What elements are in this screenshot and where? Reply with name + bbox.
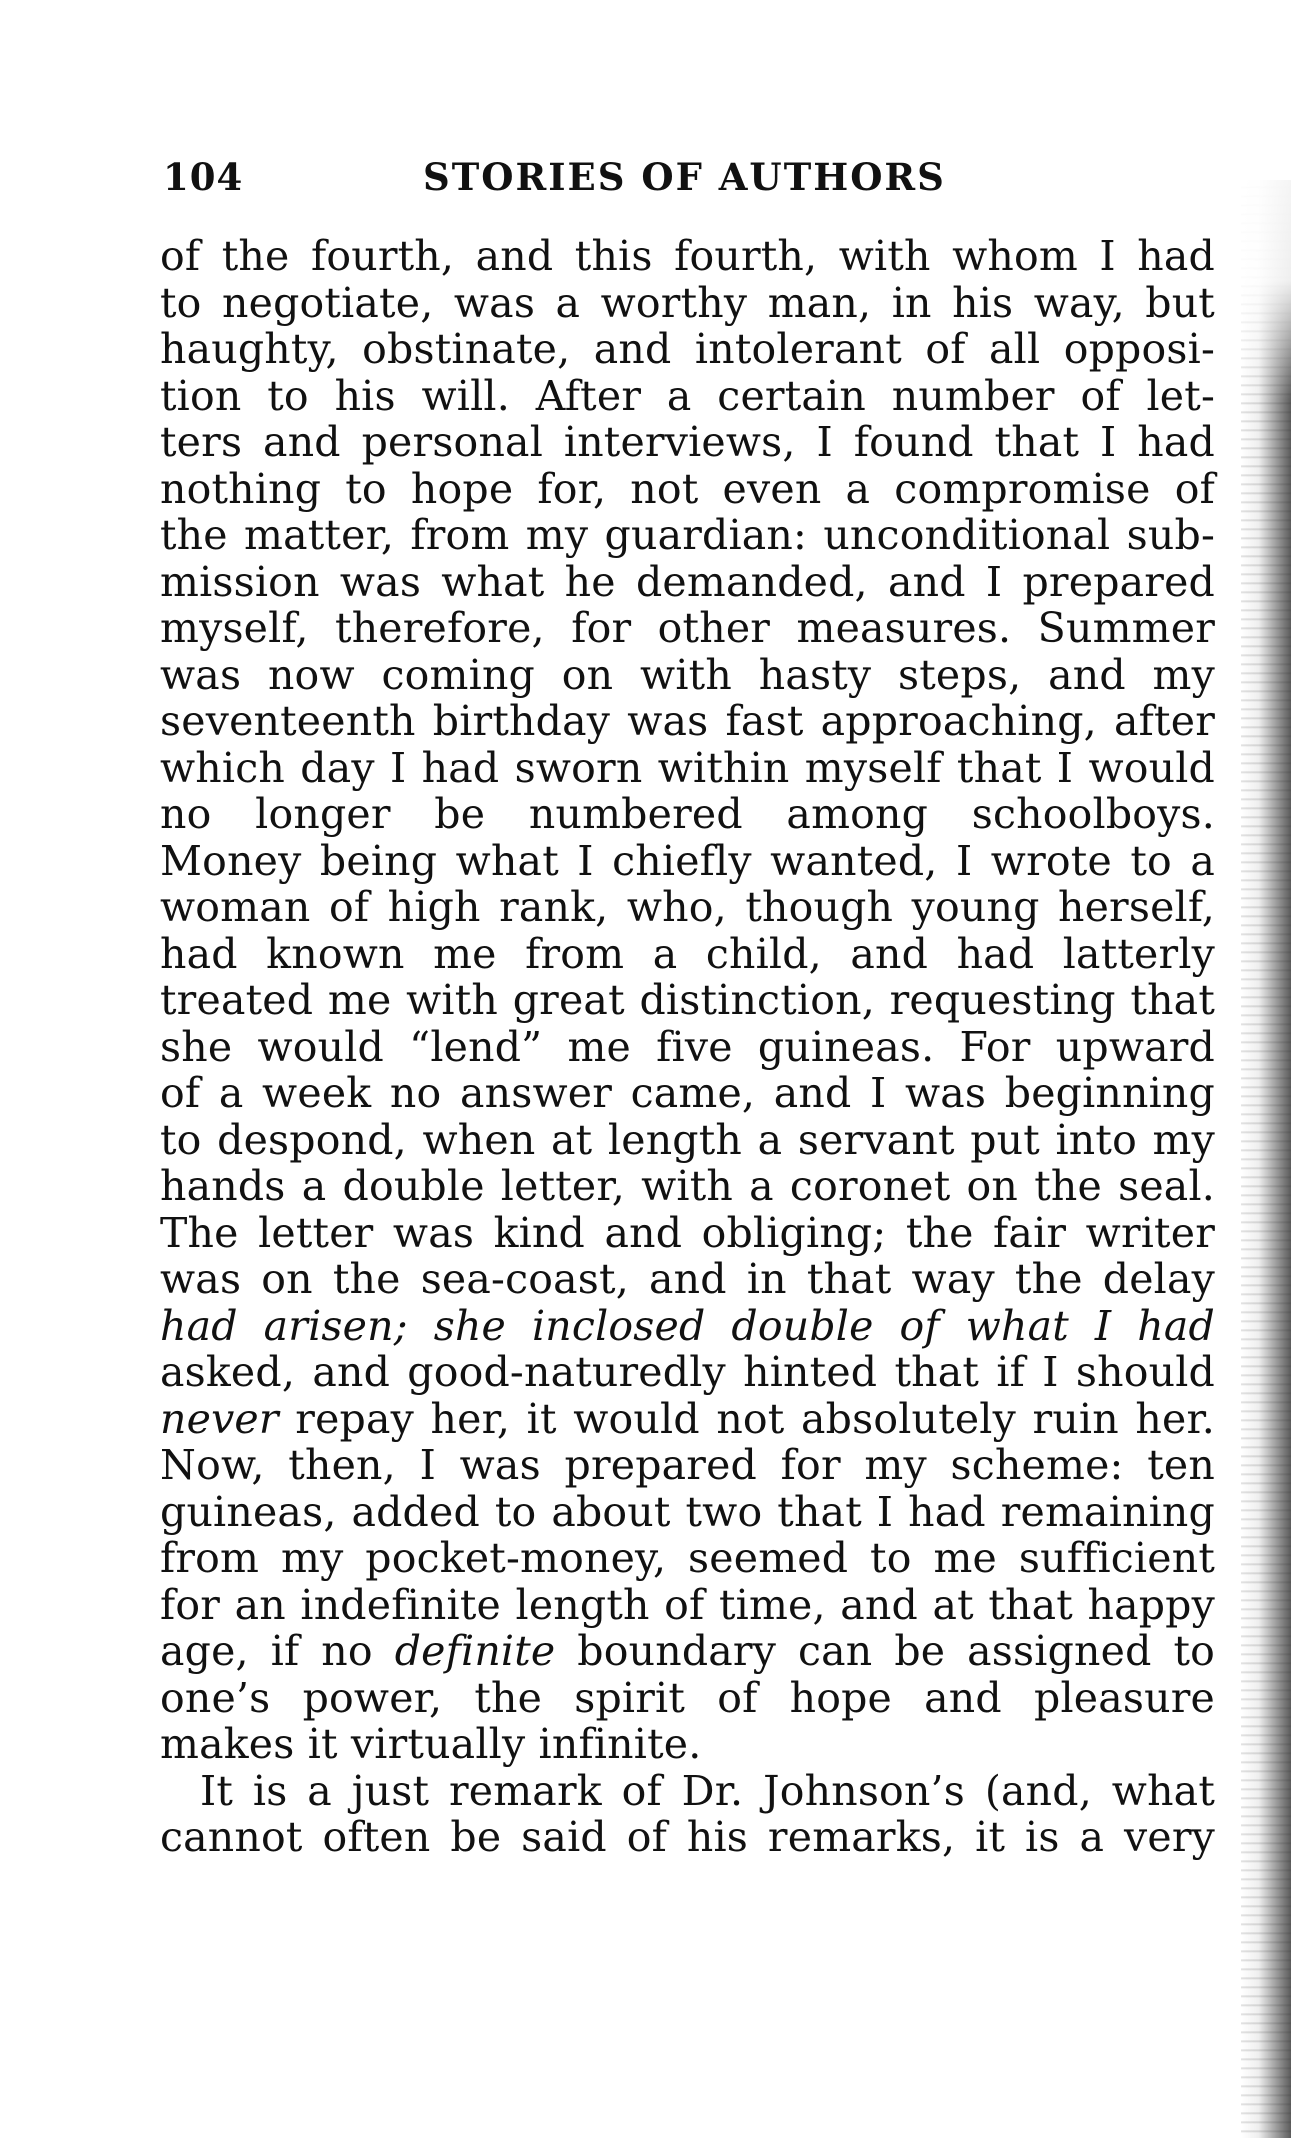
page-number: 104 xyxy=(163,155,244,199)
text-line: myself, therefore, for other measures. Summer xyxy=(160,604,1215,652)
text-line: had known me from a child, and had latterly xyxy=(160,929,1215,978)
text-line: the matter, from my guardian: unconditional sub- xyxy=(160,511,1215,559)
text-line: hands a double letter, with a coronet on the seal. xyxy=(160,1162,1215,1210)
text-line: nothing to hope for, not even a compromise of xyxy=(160,464,1215,513)
text-line: for an indefinite length of time, and at that happy xyxy=(160,1580,1215,1629)
text-line: which day I had sworn within myself that I would xyxy=(160,743,1215,792)
text-line: to despond, when at length a servant put into my xyxy=(160,1115,1215,1164)
text-line: The letter was kind and obliging; the fair writer xyxy=(160,1208,1215,1257)
text-line: seventeenth birthday was fast approaching, after xyxy=(160,697,1215,745)
body-text xyxy=(160,233,1215,1861)
text-segment: age, if no xyxy=(160,1627,373,1675)
text-line: treated me with great distinction, requesting that xyxy=(160,976,1215,1024)
page-header xyxy=(163,155,1218,205)
text-line-paragraph-start: It is a just remark of Dr. Johnson’s (and, what xyxy=(200,1766,1215,1815)
text-line: of a week no answer came, and I was beginning xyxy=(160,1069,1215,1117)
text-segment: repay her, it would not absolutely ruin her. xyxy=(295,1394,1216,1443)
text-line: cannot often be said of his remarks, it is a very xyxy=(160,1813,1215,1861)
text-line: to negotiate, was a worthy man, in his way, but xyxy=(160,278,1215,327)
text-line: Money being what I chiefly wanted, I wrote to a xyxy=(160,836,1215,885)
text-line: tion to his will. After a certain number of let- xyxy=(160,371,1215,420)
text-line: ters and personal interviews, I found that I had xyxy=(160,418,1215,466)
text-line: was on the sea-coast, and in that way the delay xyxy=(160,1255,1215,1303)
text-line: guineas, added to about two that I had remaining xyxy=(160,1487,1215,1536)
text-line: one’s power, the spirit of hope and pleasure xyxy=(160,1673,1215,1722)
text-line: haughty, obstinate, and intolerant of all opposi- xyxy=(160,325,1215,373)
text-line: Now, then, I was prepared for my scheme: ten xyxy=(160,1441,1215,1489)
text-line: of the fourth, and this fourth, with whom I had xyxy=(160,232,1215,280)
page-edge-fade xyxy=(1241,0,1291,400)
text-line: makes it virtually infinite. xyxy=(160,1720,702,1768)
page-edge-shadow xyxy=(1241,180,1291,2138)
text-line-mixed xyxy=(160,1628,1215,1675)
italic-word: never xyxy=(160,1394,279,1443)
text-line: no longer be numbered among schoolboys. xyxy=(160,790,1215,838)
text-line-italic: had arisen; she inclosed double of what I had xyxy=(160,1301,1215,1350)
text-line: from my pocket-money, seemed to me sufficient xyxy=(160,1534,1215,1582)
text-line: mission was what he demanded, and I prepared xyxy=(160,557,1215,606)
text-line: woman of high rank, who, though young herself, xyxy=(160,883,1215,931)
italic-word: definite xyxy=(394,1627,556,1675)
text-line-mixed xyxy=(160,1396,1215,1443)
running-head: STORIES OF AUTHORS xyxy=(423,155,946,199)
text-segment: boundary can be assigned to xyxy=(577,1627,1216,1675)
text-line: she would “lend” me five guineas. For upward xyxy=(160,1022,1215,1071)
text-line: asked, and good-naturedly hinted that if I should xyxy=(160,1348,1215,1396)
text-line: was now coming on with hasty steps, and my xyxy=(160,650,1215,699)
